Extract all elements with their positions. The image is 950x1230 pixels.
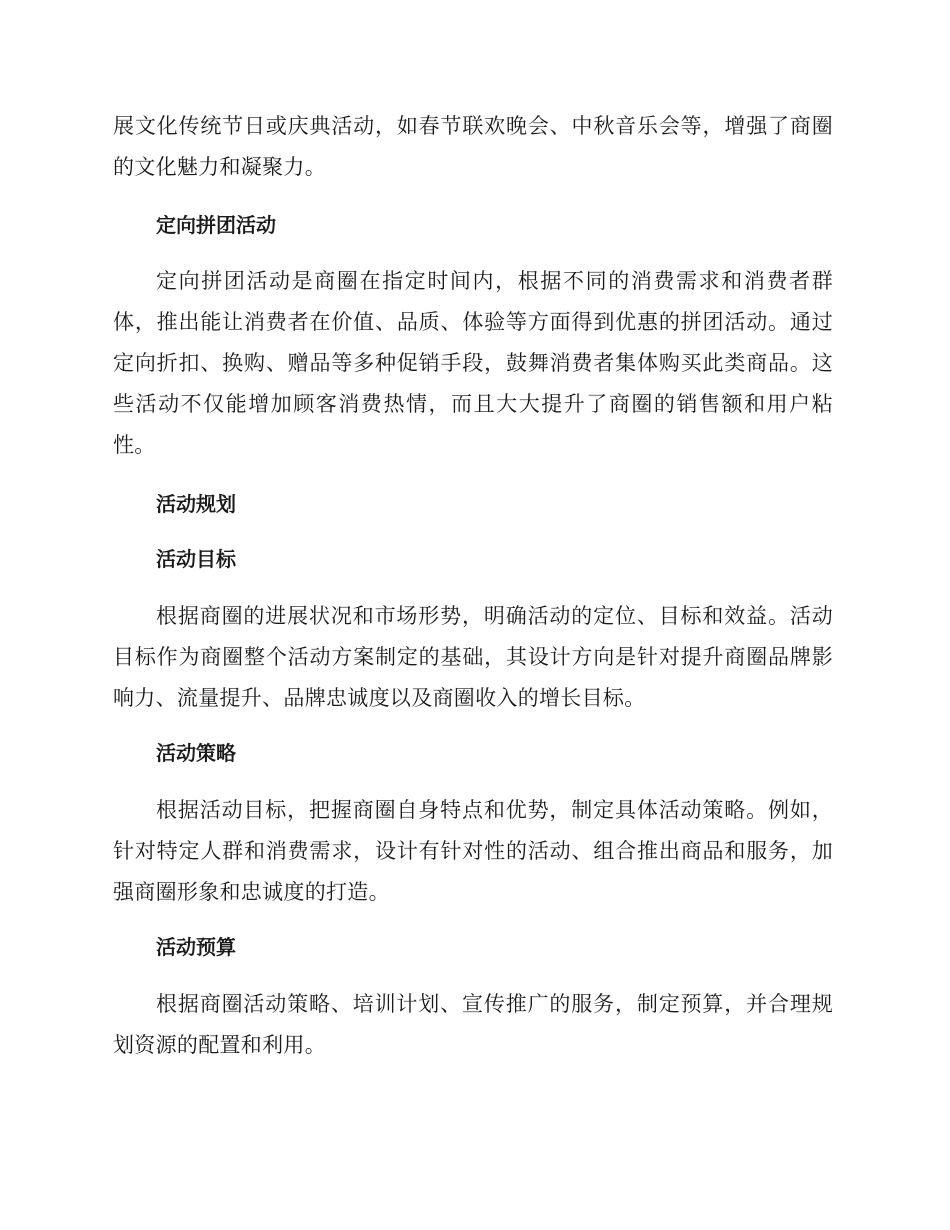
heading-activity-budget: 活动预算 xyxy=(156,935,236,959)
paragraph-group-buying: 定向拼团活动是商圈在指定时间内，根据不同的消费需求和消费者群体，推出能让消费者在价值、品质、体验等方面得到优惠的拼团活动。通过定向折扣、换购、赠品等多种促销手段，鼓舞消费者集体购买此类商品。这些活动不仅能增加顾客消费热情，而且大大提升了商圈的销售额和用户粘性。 xyxy=(113,269,833,457)
paragraph-activity-goal: 根据商圈的进展状况和市场形势，明确活动的定位、目标和效益。活动目标作为商圈整个活动方案制定的基础，其设计方向是针对提升商圈品牌影响力、流量提升、品牌忠诚度以及商圈收入的增长目标。 xyxy=(113,604,833,710)
heading-activity-planning: 活动规划 xyxy=(156,492,236,516)
paragraph-activity-budget: 根据商圈活动策略、培训计划、宣传推广的服务，制定预算，并合理规划资源的配置和利用。 xyxy=(113,992,833,1057)
heading-group-buying: 定向拼团活动 xyxy=(156,213,276,237)
heading-activity-goal: 活动目标 xyxy=(156,547,236,571)
paragraph-activity-strategy: 根据活动目标，把握商圈自身特点和优势，制定具体活动策略。例如，针对特定人群和消费需求，设计有针对性的活动、组合推出商品和服务，加强商圈形象和忠诚度的打造。 xyxy=(113,798,833,904)
intro-paragraph: 展文化传统节日或庆典活动，如春节联欢晚会、中秋音乐会等，增强了商圈的文化魅力和凝聚力。 xyxy=(113,114,833,179)
heading-activity-strategy: 活动策略 xyxy=(156,741,236,765)
